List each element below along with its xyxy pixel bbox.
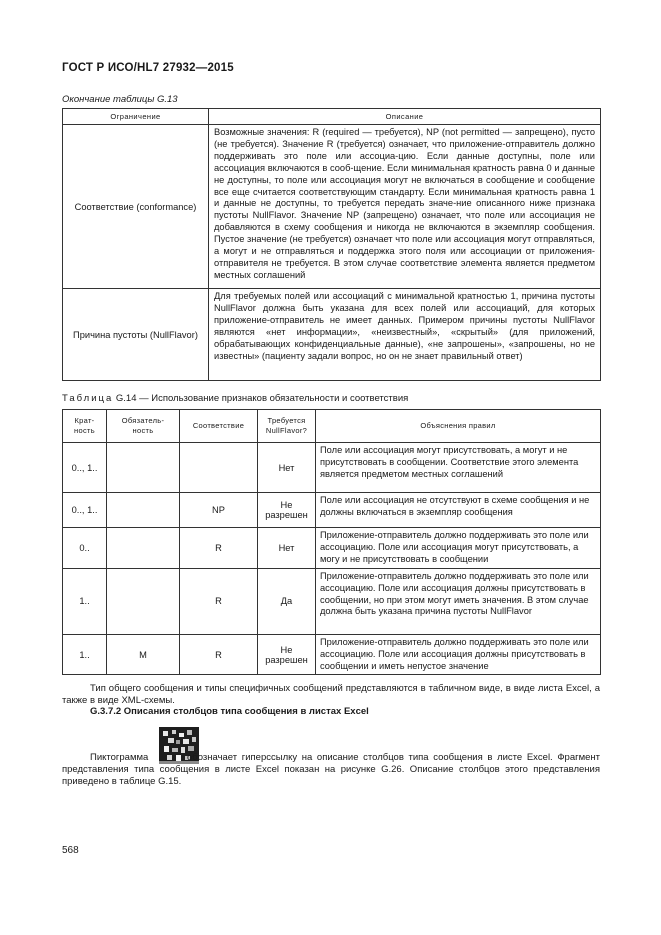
conformance-cell: NP [180,493,258,528]
table-g13 [62,108,601,381]
nullflavor-cell: Да [258,568,316,634]
constraint-cell: Причина пустоты (NullFlavor) [63,289,209,381]
explanation-cell: Поле или ассоциация могут присутствовать, а могут и не присутствовать в сообщении. Соответствие этого элемента является предметом местных соглашений [316,443,601,493]
nullflavor-cell: Не разрешен [258,493,316,528]
conformance-cell: R [180,528,258,569]
column-header-mandatory: Обязатель- ность [107,410,180,443]
cardinality-cell: 0.., 1.. [63,493,107,528]
table-g14-caption-prefix: Таблица [62,393,114,404]
explanation-cell: Приложение-отправитель должно поддерживать это поле или ассоциацию. Поле или ассоциация могут присутствовать, а могу и не присутствовать в сообщении [316,528,601,569]
nullflavor-cell: Не разрешен [258,634,316,675]
description-cell: Для требуемых полей или ассоциаций с минимальной кратностью 1, причина пустоты NullFlavor должна быть указана для всех полей или ассоциаций, для которых приложение-отправитель не имеет данных. Примером причины пустоты NullFlavor являются «нет информации», «неизвестный», «скрытый» (для приложений, обрабатывающих конфиденциальные данные), «не запрошены», «запрошены, но не известны» (пациенту задали вопрос, но он не знает правильный ответ) [209,289,601,381]
table-g14-caption [62,393,408,404]
section-heading: G.3.7.2 Описания столбцов типа сообщения в листах Excel [90,706,369,717]
cardinality-cell: 1.. [63,634,107,675]
conformance-cell: R [180,568,258,634]
explanation-cell: Приложение-отправитель должно поддерживать это поле или ассоциацию. Поле или ассоциация должны присутствовать в сообщении, но при этом могут иметь значения. В этом случае должна быть указана причина пустоты NullFlavor [316,568,601,634]
mandatory-cell [107,493,180,528]
table-row [63,528,601,569]
column-header-nullflavor: Требуется NullFlavor? [258,410,316,443]
table-row [63,443,601,493]
mandatory-cell [107,528,180,569]
constraint-cell: Соответствие (conformance) [63,125,209,289]
table-g13-caption: Окончание таблицы G.13 [62,94,178,105]
table-g14 [62,409,601,675]
nullflavor-cell: Нет [258,443,316,493]
table-row [63,289,601,381]
explanation-cell: Поле или ассоциация не отсутствуют в схеме сообщения и не должны включаться в экземпляр сообщения [316,493,601,528]
cardinality-cell: 0.., 1.. [63,443,107,493]
column-header-constraint: Ограничение [63,109,209,125]
conformance-cell [180,443,258,493]
mandatory-cell [107,568,180,634]
column-header-explanation: Объяснения правил [316,410,601,443]
cardinality-cell: 1.. [63,568,107,634]
paragraph-message-types: Тип общего сообщения и типы специфичных сообщений представляются в табличном виде, в виде листа Excel, а также в виде XML-схемы. [62,683,600,706]
pictogram-description-text: обозначает гиперссылку на описание столбцов типа сообщения в листе Excel. Фрагмент представления типа сообщения в листе Excel показан на рисунке G.26. Описание столбцов этого представления приведено в таблице G.15. [62,752,600,787]
page-number: 568 [62,845,79,856]
document-header: ГОСТ Р ИСО/HL7 27932—2015 [62,62,234,74]
nullflavor-cell: Нет [258,528,316,569]
mandatory-cell: M [107,634,180,675]
paragraph-pictogram [62,752,600,788]
table-row [63,634,601,675]
description-cell: Возможные значения: R (required — требуется), NP (not permitted — запрещено), пусто (не требуется). Значение R (требуется) означает, что приложение-отправитель должно поддерживать это поле или ассоциа-цию. Если данные доступны, поле или ассоциация включаются в сооб-щение. Если минимальная кратность равна 0 и данные не доступны, то поле или ассоциация могут не включаться в сообщение и сообщение все еще считается соответствующим стандарту. Если минимальная кратность равна 1 и данные не доступны, то требуется передать значе-ние описанного ниже признака пустоты NullFlavor. Значение NP (запрещено) означает, что поле или ассоциация не добавляются в схему сообщения и никогда не включаются в экземпляр сообщения. Пустое значение (не требуется) означает что поле или ассоциация могут отправляться, а могут и не отправляться и поддержка этого поля или ассоциации от приложения-отправителя не требуется. В этом случае соответствие элемента является предметом местных соглашений [209,125,601,289]
explanation-cell: Приложение-отправитель должно поддерживать это поле или ассоциацию. Поле или ассоциация должны присутствовать в сообщении и иметь непустое значение [316,634,601,675]
table-row [63,125,601,289]
column-header-cardinality: Крат- ность [63,410,107,443]
cardinality-cell: 0.. [63,528,107,569]
conformance-cell: R [180,634,258,675]
table-g14-caption-text: G.14 — Использование признаков обязательности и соответствия [113,393,409,404]
column-header-conformance: Соответствие [180,410,258,443]
pictogram-lead-text: Пиктограмма [90,752,149,763]
mandatory-cell [107,443,180,493]
table-row [63,493,601,528]
table-row [63,568,601,634]
column-header-description: Описание [209,109,601,125]
